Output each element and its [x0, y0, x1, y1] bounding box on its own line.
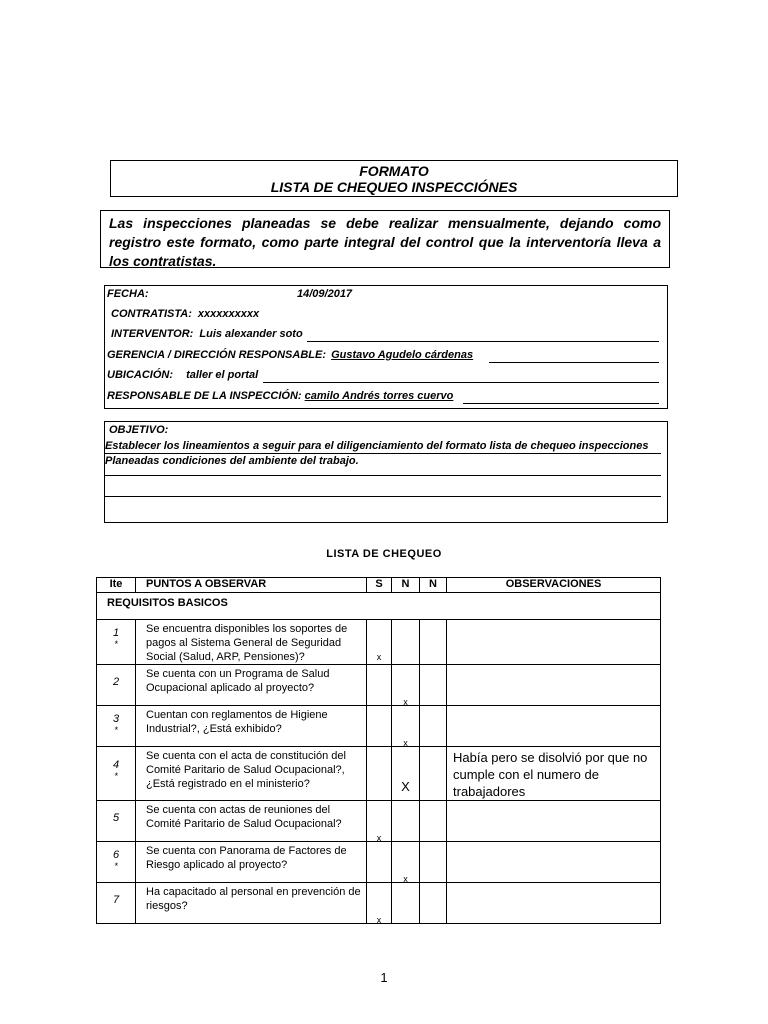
item-number: 5	[112, 812, 120, 824]
responsable-row	[107, 390, 453, 402]
item-star: *	[114, 725, 118, 735]
contratista-label: CONTRATISTA:	[111, 308, 192, 320]
mark-n1: x	[403, 738, 408, 747]
interventor-label: INTERVENTOR:	[111, 328, 194, 340]
interventor-row	[111, 328, 303, 340]
mark-s: x	[376, 915, 382, 924]
item-star: *	[114, 639, 118, 649]
col-s-header: S	[367, 578, 392, 593]
observation-cell[interactable]	[447, 801, 661, 842]
item-number-cell	[97, 665, 136, 706]
mark-cell-s[interactable]	[367, 747, 392, 801]
objetivo-label: OBJETIVO:	[109, 424, 169, 436]
item-description: Cuentan con reglamentos de Higiene Industrial?, ¿Está exhibido?	[136, 706, 367, 747]
item-description: Se cuenta con Panorama de Factores de Riesgo aplicado al proyecto?	[136, 842, 367, 883]
objetivo-line1: Establecer los lineamientos a seguir para el diligenciamiento del formato lista de chequeo inspecciones	[105, 440, 649, 452]
section-row	[97, 593, 661, 620]
mark-cell-n2[interactable]	[420, 801, 447, 842]
mark-cell-n2[interactable]	[420, 883, 447, 924]
mark-cell-n2[interactable]	[420, 842, 447, 883]
ubicacion-line	[263, 382, 659, 383]
form-title-line2: LISTA DE CHEQUEO INSPECCIÓNES	[270, 179, 518, 195]
observation-cell[interactable]	[447, 665, 661, 706]
item-description: Se cuenta con el acta de constitución del Comité Paritario de Salud Ocupacional?, ¿Está registrado en el ministerio?	[136, 747, 367, 801]
ubicacion-label: UBICACIÓN:	[107, 369, 173, 381]
item-number-cell	[97, 706, 136, 747]
objetivo-rule-3	[105, 496, 661, 497]
observation-cell[interactable]	[447, 883, 661, 924]
mark-cell-n2[interactable]	[420, 706, 447, 747]
mark-n1: X	[401, 779, 410, 794]
mark-s: x	[376, 652, 382, 662]
mark-cell-n2[interactable]	[420, 747, 447, 801]
checklist-table	[96, 577, 661, 924]
responsable-label: RESPONSABLE DE LA INSPECCIÓN:	[107, 390, 302, 402]
contratista-value: xxxxxxxxxx	[197, 308, 260, 320]
mark-n1: x	[403, 697, 408, 706]
col-item-header: Ite	[97, 578, 136, 593]
responsable-line	[463, 403, 659, 404]
table-row	[97, 620, 661, 665]
item-number-cell	[97, 747, 136, 801]
item-number: 3	[112, 713, 120, 725]
table-row	[97, 706, 661, 747]
item-description: Ha capacitado al personal en prevención de riesgos?	[136, 883, 367, 924]
item-number-cell	[97, 883, 136, 924]
mark-n1: x	[403, 874, 408, 883]
page-number: 1	[380, 970, 388, 985]
objetivo-box	[104, 421, 668, 523]
form-title-box	[110, 160, 678, 197]
col-puntos-header: PUNTOS A OBSERVAR	[136, 578, 367, 593]
observation-cell[interactable]: Había pero se disolvió por que no cumple con el numero de trabajadores	[447, 747, 661, 801]
fecha-value: 14/09/2017	[297, 288, 353, 300]
gerencia-value: Gustavo Agudelo cárdenas	[331, 349, 474, 361]
objetivo-rule-2	[105, 475, 661, 476]
mark-cell-n1[interactable]	[392, 801, 420, 842]
observation-cell[interactable]	[447, 620, 661, 665]
col-n1-header: N	[392, 578, 420, 593]
objetivo-line2: Planeadas condiciones del ambiente del trabajo.	[105, 455, 359, 467]
mark-cell-s[interactable]	[367, 706, 392, 747]
intro-text: Las inspecciones planeadas se debe realizar mensualmente, dejando como registro este formato, como parte integral del control que la interventoría lleva a los contratistas.	[109, 215, 661, 269]
interventor-value: Luis alexander soto	[199, 328, 303, 340]
mark-cell-n1[interactable]	[392, 842, 420, 883]
contratista-row	[111, 308, 259, 320]
gerencia-line	[489, 362, 659, 363]
item-number: 4	[112, 759, 120, 771]
item-star: *	[114, 771, 118, 781]
ubicacion-row	[107, 369, 258, 381]
table-row	[97, 665, 661, 706]
observation-cell[interactable]	[447, 842, 661, 883]
section-title: REQUISITOS BASICOS	[97, 593, 661, 620]
gerencia-row	[107, 349, 473, 361]
mark-cell-s[interactable]	[367, 801, 392, 842]
ubicacion-value: taller el portal	[186, 369, 259, 381]
item-number-cell	[97, 620, 136, 665]
mark-cell-n1[interactable]	[392, 665, 420, 706]
mark-cell-s[interactable]	[367, 842, 392, 883]
observation-cell[interactable]	[447, 706, 661, 747]
col-n2-header: N	[420, 578, 447, 593]
info-box	[104, 285, 668, 409]
item-description: Se cuenta con actas de reuniones del Comité Paritario de Salud Ocupacional?	[136, 801, 367, 842]
interventor-line	[307, 341, 659, 342]
item-number: 1	[112, 627, 120, 639]
checklist-header-row	[97, 578, 661, 593]
table-row	[97, 801, 661, 842]
form-title-line1: FORMATO	[359, 163, 429, 179]
item-description: Se cuenta con un Programa de Salud Ocupacional aplicado al proyecto?	[136, 665, 367, 706]
gerencia-label: GERENCIA / DIRECCIÓN RESPONSABLE:	[107, 349, 327, 361]
col-obs-header: OBSERVACIONES	[447, 578, 661, 593]
mark-cell-n1[interactable]	[392, 883, 420, 924]
item-star: *	[114, 861, 118, 871]
mark-cell-n1[interactable]	[392, 620, 420, 665]
mark-cell-n1[interactable]	[392, 747, 420, 801]
table-row	[97, 747, 661, 801]
mark-cell-n2[interactable]	[420, 620, 447, 665]
table-row	[97, 842, 661, 883]
mark-cell-s[interactable]	[367, 883, 392, 924]
fecha-label: FECHA:	[107, 288, 149, 300]
responsable-value: camilo Andrés torres cuervo	[304, 390, 454, 402]
mark-s: x	[376, 833, 382, 842]
item-number: 6	[112, 849, 120, 861]
item-number-cell	[97, 801, 136, 842]
item-number-cell	[97, 842, 136, 883]
mark-cell-s[interactable]	[367, 665, 392, 706]
mark-cell-n1[interactable]	[392, 706, 420, 747]
table-row	[97, 883, 661, 924]
item-description: Se encuentra disponibles los soportes de pagos al Sistema General de Seguridad Social (Salud, ARP, Pensiones)?	[136, 620, 367, 665]
objetivo-rule-1	[105, 453, 661, 454]
mark-cell-s[interactable]	[367, 620, 392, 665]
mark-cell-n2[interactable]	[420, 665, 447, 706]
intro-box	[100, 210, 670, 268]
fecha-row	[107, 288, 149, 300]
item-number: 7	[112, 894, 120, 906]
item-number: 2	[112, 676, 120, 688]
checklist-heading: LISTA DE CHEQUEO	[326, 548, 442, 560]
